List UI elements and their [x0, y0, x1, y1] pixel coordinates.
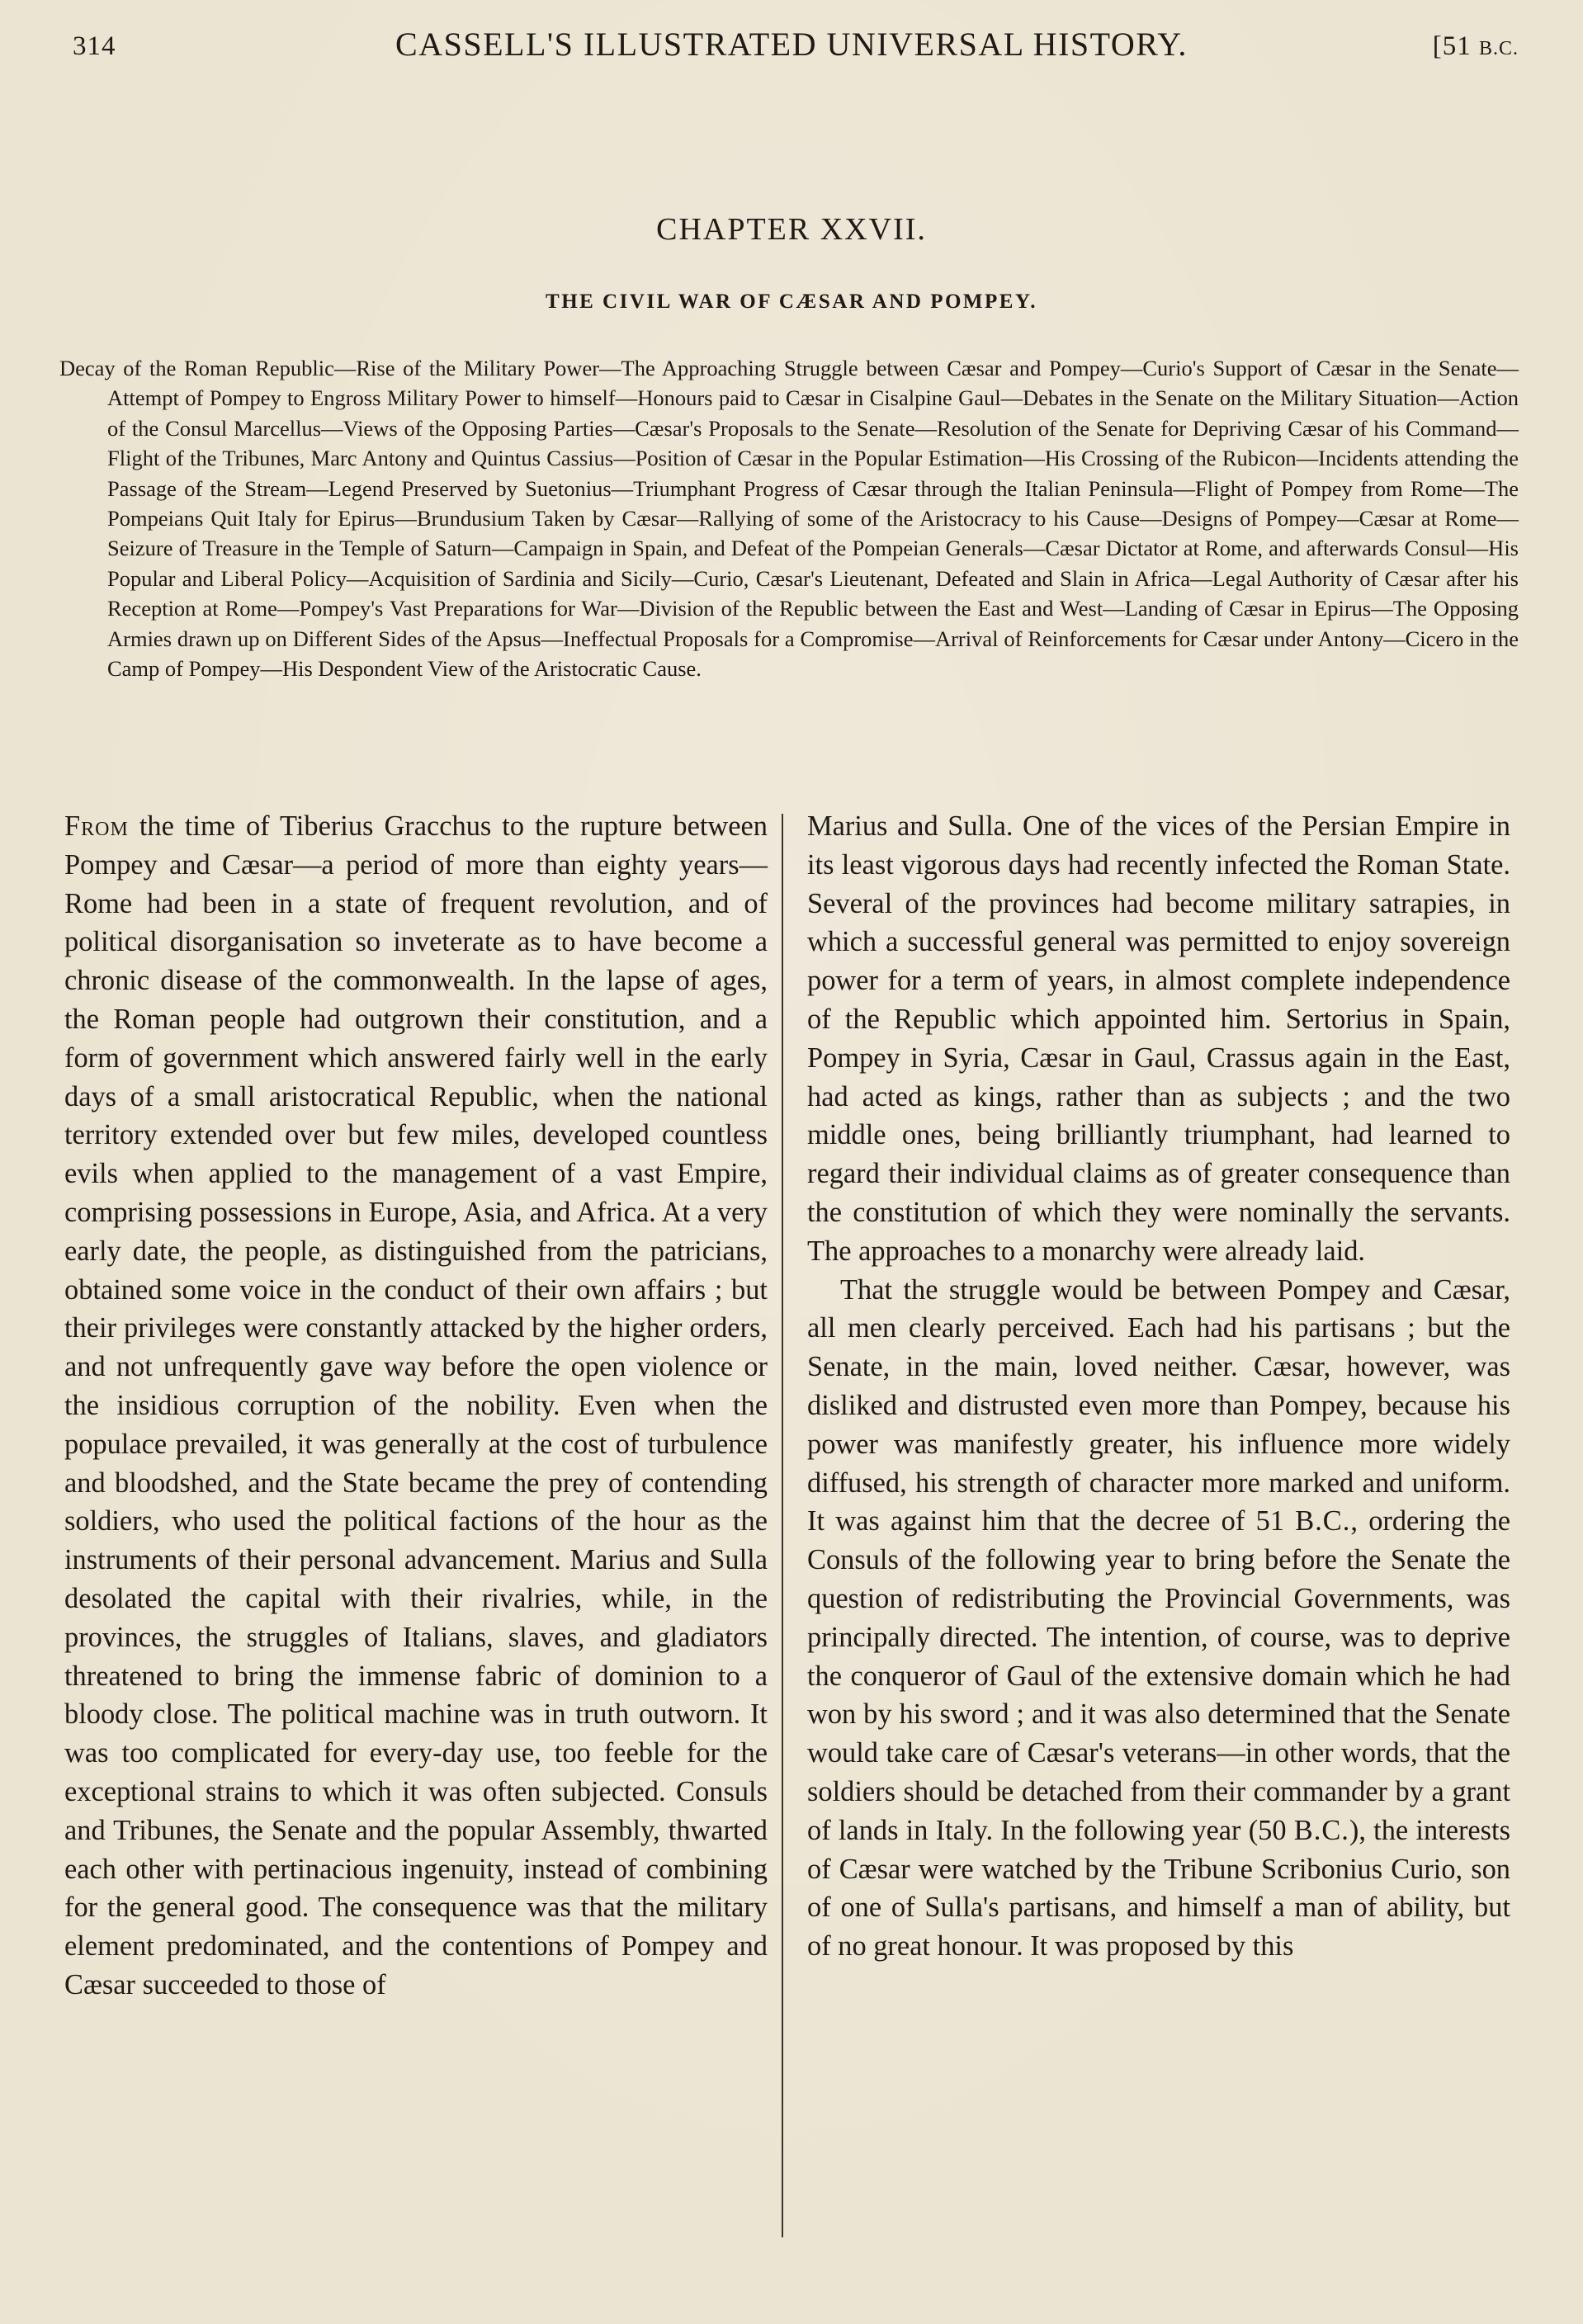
left-paragraph-text: the time of Tiberius Gracchus to the rupture between Pompey and Cæsar—a period of more than eighty years—Rome had been in a state of frequent revolution, and of political disorganisation so inveterate as to have become a chronic disease of the commonwealth. In the lapse of ages, the Roman people had outgrown their constitution, and a form of government which answered fairly well in the early days of a small aristocratical Republic, when the national territory extended over but few miles, developed countless evils when applied to the management of a vast Empire, comprising possessions in Europe, Asia, and Africa. At a very early date, the people, as distinguished from the patricians, obtained some voice in the conduct of their own affairs ; but their privileges were constantly attacked by the higher orders, and not unfrequently gave way before the open violence or the insidious corruption of the nobility. Even when the populace prevailed, it was generally at the cost of turbulence and bloodshed, and the State became the prey of contending soldiers, who used the political factions of the hour as the instruments of their personal advancement. Marius and Sulla desolated the capital with their rivalries, while, in the provinces, the struggles of Italians, slaves, and gladiators threatened to bring the immense fabric of dominion to a bloody close. The political machine was in truth outworn. It was too complicated for every-day use, too feeble for the exceptional strains to which it was often subjected. Consuls and Tribunes, the Senate and the popular Assembly, thwarted each other with pertinacious ingenuity, instead of combining for the general good. The consequence was that the military element predominated, and the contentions of Pompey and Cæsar succeeded to those of	[64, 810, 768, 2000]
page-date-prefix: [51	[1432, 31, 1479, 61]
left-column	[64, 807, 768, 2005]
book-title: CASSELL'S ILLUSTRATED UNIVERSAL HISTORY.	[395, 26, 1188, 63]
page-date-era: B.C.	[1478, 38, 1519, 59]
era-bc-2: B.C.	[1293, 1814, 1349, 1846]
right-paragraph-1: Marius and Sulla. One of the vices of the Persian Empire in its least vigorous days had recently infected the Roman State. Several of the provinces had become military satrapies, in which a successful general was permitted to enjoy sovereign power for a term of years, in almost complete independence of the Republic which appointed him. Sertorius in Spain, Pompey in Syria, Cæsar in Gaul, Crassus again in the East, had acted as kings, rather than as subjects ; and the two middle ones, being brilliantly triumphant, had learned to regard their individual claims as of greater consequence than the constitution of which they were nominally the servants. The approaches to a monarchy were already laid.	[807, 810, 1510, 1267]
era-bc-1: B.C.	[1295, 1505, 1351, 1538]
right-paragraph-2-part-a: That the struggle would be between Pompey and Cæsar, all men clearly perceived. Each had his partisans ; but the Senate, in the main, loved neither. Cæsar, however, was disliked and distrusted even more than Pompey, because his power was manifestly greater, his influence more widely diffused, his strength of character more marked and uniform. It was against him that the decree of 51	[807, 1273, 1510, 1538]
right-paragraph-2	[807, 1271, 1510, 1966]
column-divider	[782, 814, 783, 2237]
page-number: 314	[73, 31, 116, 61]
body-columns	[64, 807, 1519, 2260]
chapter-subtitle: THE CIVIL WAR OF CÆSAR AND POMPEY.	[546, 290, 1037, 313]
right-paragraph-2-part-c: ), the interests of Cæsar were watched by the Tribune Scribonius Curio, son of one of Sulla's partisans, and himself a man of ability, but of no great honour. It was proposed by this	[807, 1814, 1510, 1963]
running-head	[64, 25, 1519, 74]
chapter-heading: CHAPTER XXVII.	[656, 212, 927, 247]
page-date	[1433, 31, 1519, 62]
drop-word: From	[64, 810, 129, 842]
left-paragraph	[64, 807, 768, 2005]
right-column	[807, 807, 1510, 1966]
right-paragraph-2-part-b: , ordering the Consuls of the following year to bring before the Senate the question of redistributing the Provincial Governments, was principally directed. The intention, of course, was to deprive the conqueror of Gaul of the extensive domain which he had won by his sword ; and it was also determined that the Senate would take care of Cæsar's veterans—in other words, that the soldiers should be detached from their commander by a grant of lands in Italy. In the following year (50	[807, 1505, 1511, 1846]
chapter-synopsis: Decay of the Roman Republic—Rise of the Military Power—The Approaching Struggle between Cæsar and Pompey—Curio's Support of Cæsar in the Senate—Attempt of Pompey to Engross Military Power to himself—Honours paid to Cæsar in Cisalpine Gaul—Debates in the Senate on the Military Situation—Action of the Consul Marcellus—Views of the Opposing Parties—Cæsar's Proposals to the Senate—Resolution of the Senate for Depriving Cæsar of his Command—Flight of the Tribunes, Marc Antony and Quintus Cassius—Position of Cæsar in the Popular Estimation—His Crossing of the Rubicon—Incidents attending the Passage of the Stream—Legend Preserved by Suetonius—Triumphant Progress of Cæsar through the Italian Peninsula—Flight of Pompey from Rome—The Pompeians Quit Italy for Epirus—Brundusium Taken by Cæsar—Rallying of some of the Aristocracy to his Cause—Designs of Pompey—Cæsar at Rome—Seizure of Treasure in the Temple of Saturn—Campaign in Spain, and Defeat of the Pompeian Generals—Cæsar Dictator at Rome, and afterwards Consul—His Popular and Liberal Policy—Acquisition of Sardinia and Sicily—Curio, Cæsar's Lieutenant, Defeated and Slain in Africa—Legal Authority of Cæsar after his Reception at Rome—Pompey's Vast Preparations for War—Division of the Republic between the East and West—Landing of Cæsar in Epirus—The Opposing Armies drawn up on Different Sides of the Apsus—Ineffectual Proposals for a Compromise—Arrival of Reinforcements for Cæsar under Antony—Cicero in the Camp of Pompey—His Despondent View of the Aristocratic Cause.	[59, 356, 1519, 682]
